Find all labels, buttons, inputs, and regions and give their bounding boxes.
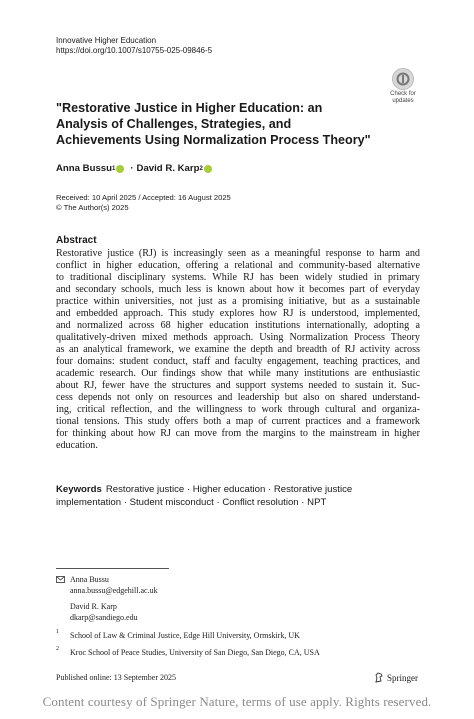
orcid-icon[interactable]	[204, 165, 212, 173]
contact-email[interactable]: anna.bussu@edgehill.ac.uk	[70, 586, 158, 595]
paper-title: "Restorative Justice in Higher Education: an Analysis of Challenges, Strategies, and Achievements Using Normalization Process Theory"	[56, 101, 371, 147]
abstract-line: about RJ, fewer have the structures and support systems needed to sustain it. Suc-	[56, 380, 420, 391]
abstract-line: qualitatively-driven mixed methods approach. Using Normalization Process Theory	[56, 332, 420, 343]
check-for-updates-icon	[392, 68, 414, 90]
publisher-logo[interactable]	[374, 672, 418, 683]
check-updates-line1: Check for	[390, 91, 416, 97]
abstract-body	[56, 248, 420, 452]
check-for-updates-badge[interactable]	[388, 68, 418, 104]
author-name: David R. Karp	[136, 163, 200, 174]
abstract-line: and embedded approach. This study explores how RJ is understood, implemented,	[56, 308, 420, 319]
abstract-line: four domains: student conduct, staff and faculty engagement, teaching practices, and	[56, 356, 420, 367]
abstract-line: cess depends not only on resources and leadership but also on shared understand-	[56, 392, 420, 403]
abstract-line: tional tensions. This study offers both a map of current practices and a framework	[56, 416, 420, 427]
abstract-line: education.	[56, 440, 98, 451]
keywords-block	[56, 483, 416, 509]
contact-name: David R. Karp	[70, 602, 117, 611]
doi-link[interactable]: https://doi.org/10.1007/s10755-025-09846-5	[56, 46, 213, 55]
abstract-line: academic research. Our findings show that while many institutions are enthusiastic	[56, 368, 420, 379]
abstract-heading: Abstract	[56, 235, 97, 246]
abstract-line: ing, critical reflection, and the willingness to work through cultural and organiza-	[56, 404, 420, 415]
affiliation-number: 1	[56, 629, 59, 635]
keywords-line: implementation · Student misconduct · Conflict resolution · NPT	[56, 497, 327, 508]
abstract-line: practice within universities, not just as a promising initiative, but as a sustainable	[56, 296, 420, 307]
abstract-line: conflict in higher education, offering a relational and community-based alternative	[56, 260, 420, 271]
abstract-line: Restorative justice (RJ) is increasingly seen as a meaningful response to harm and	[56, 248, 420, 259]
affiliation-number: 2	[56, 646, 59, 652]
abstract-line: and normalized across 68 higher education institutions internationally, adopting a	[56, 320, 420, 331]
contact-email[interactable]: dkarp@sandiego.edu	[70, 613, 138, 622]
received-accepted-dates: Received: 10 April 2025 / Accepted: 16 August 2025	[56, 193, 231, 202]
check-updates-line2: updates	[392, 98, 414, 104]
contact-name: Anna Bussu	[70, 575, 109, 584]
affiliation-text: School of Law & Criminal Justice, Edge Hill University, Ormskirk, UK	[70, 631, 300, 640]
author-separator: ·	[130, 163, 134, 174]
abstract-line: for thinking about how RJ can move from the margins to the mainstream in higher	[56, 428, 420, 439]
abstract-line: to traditional disciplinary systems. While RJ has been widely studied in primary	[56, 272, 420, 283]
author-list: Anna Bussu 1 · David R. Karp 2	[56, 163, 215, 174]
affiliation-text: Kroc School of Peace Studies, University of San Diego, San Diego, CA, USA	[70, 648, 320, 657]
copyright-footer: Content courtesy of Springer Nature, terms of use apply. Rights reserved.	[42, 694, 432, 709]
author-name: Anna Bussu	[56, 163, 112, 174]
email-icon	[56, 576, 65, 583]
footnote-divider	[56, 568, 169, 569]
keywords-label: Keywords	[56, 484, 102, 495]
orcid-icon[interactable]	[116, 165, 124, 173]
copyright-notice: © The Author(s) 2025	[56, 203, 129, 212]
journal-name: Innovative Higher Education	[56, 36, 157, 45]
abstract-line: and secondary schools, much less is known about how it becomes part of everyday	[56, 284, 420, 295]
springer-horse-icon	[374, 672, 384, 683]
abstract-line: as an analytical framework, we examine the depth and breadth of RJ activity across	[56, 344, 420, 355]
published-date: Published online: 13 September 2025	[56, 673, 176, 682]
keywords-line: Restorative justice · Higher education · Restorative justice	[105, 484, 353, 495]
publisher-name: Springer	[387, 672, 418, 683]
